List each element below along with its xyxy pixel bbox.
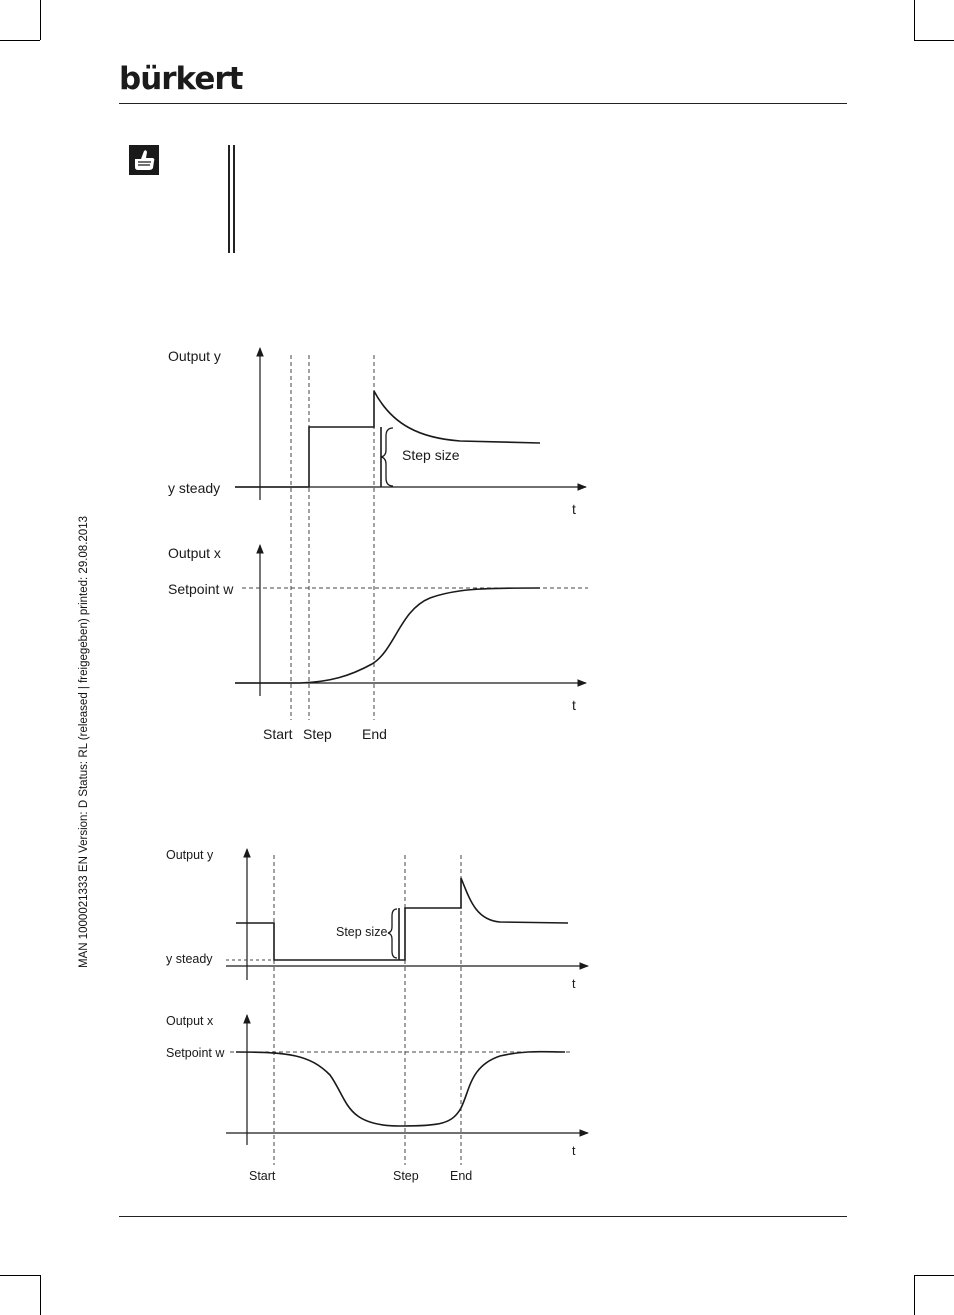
setpoint-label: Setpoint w — [168, 581, 234, 597]
step-label: Step — [393, 1169, 419, 1183]
output-x-curve — [236, 1052, 565, 1126]
start-label: Start — [249, 1169, 276, 1183]
y-steady-label: y steady — [168, 480, 221, 496]
setpoint-label: Setpoint w — [166, 1046, 225, 1060]
step-size-label: Step size — [402, 447, 460, 463]
crop-mark — [914, 1275, 915, 1315]
t-label: t — [572, 1144, 576, 1158]
step-size-brace — [388, 909, 397, 958]
output-x-label: Output x — [166, 1014, 214, 1028]
t-label: t — [572, 501, 576, 517]
output-x-label: Output x — [168, 545, 221, 561]
t-label: t — [572, 697, 576, 713]
crop-mark — [0, 1275, 40, 1276]
step-size-label: Step size — [336, 925, 388, 939]
crop-mark — [914, 1275, 954, 1276]
output-y-label: Output y — [168, 348, 221, 364]
y-steady-label: y steady — [166, 952, 213, 966]
start-label: Start — [263, 726, 293, 742]
footer-rule — [119, 1216, 847, 1217]
end-label: End — [450, 1169, 473, 1183]
output-y-label: Output y — [166, 848, 214, 862]
document-status-text: MAN 1000021333 EN Version: D Status: RL (released | freigegeben) printed: 29.08.2013 — [78, 516, 90, 968]
brand-logo: bürkert — [119, 61, 243, 97]
t-label: t — [572, 977, 576, 991]
crop-mark — [40, 1275, 41, 1315]
output-y-curve — [236, 878, 568, 960]
end-label: End — [362, 726, 387, 742]
step-label: Step — [303, 726, 332, 742]
